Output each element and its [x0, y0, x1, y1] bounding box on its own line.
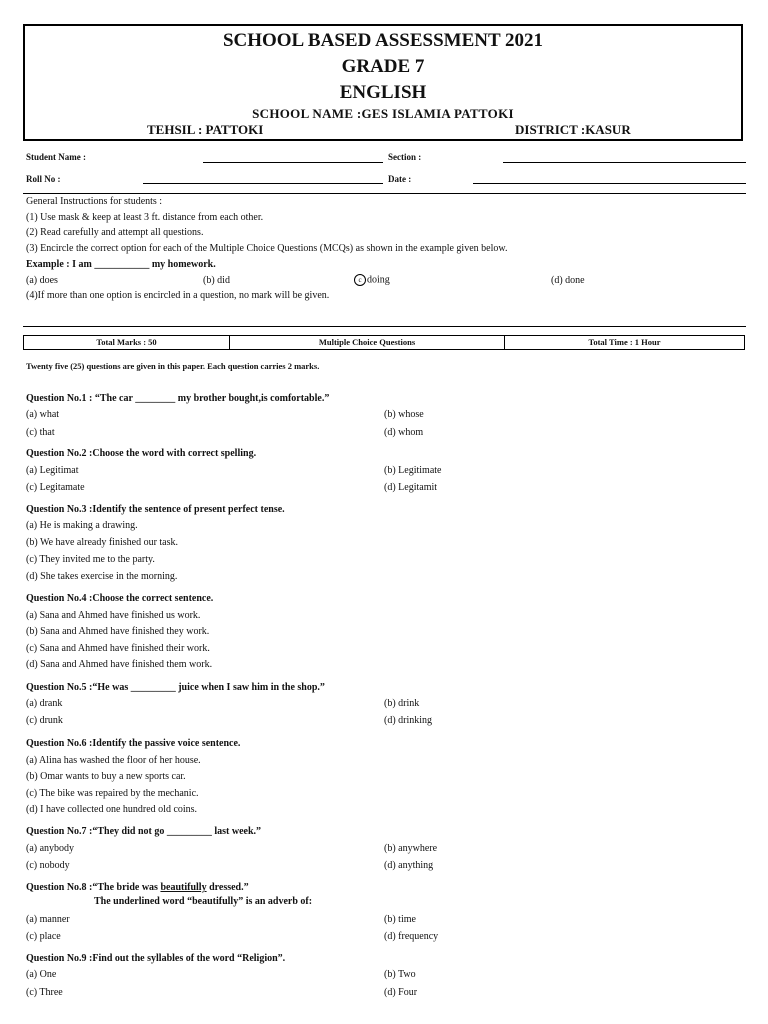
q2-option-a[interactable]: (a) Legitimat	[26, 465, 79, 476]
q9-option-c[interactable]: (c) Three	[26, 987, 63, 998]
q3-option-b[interactable]: (b) We have already finished our task.	[26, 537, 179, 548]
instruction-2: (2) Read carefully and attempt all questions.	[26, 227, 204, 238]
total-marks: Total Marks : 50	[96, 337, 157, 347]
q1-option-b[interactable]: (b) whose	[384, 409, 424, 420]
q4-option-a[interactable]: (a) Sana and Ahmed have finished us work.	[26, 610, 201, 621]
instructions-heading: General Instructions for students :	[26, 196, 163, 207]
q2-option-d[interactable]: (d) Legitamit	[384, 482, 438, 493]
q5-option-c[interactable]: (c) drunk	[26, 715, 63, 726]
q8-option-b[interactable]: (b) time	[384, 914, 416, 925]
question-3: Question No.3 :Identify the sentence of present perfect tense.	[26, 504, 285, 515]
question-1: Question No.1 : “The car ________ my brother bought,is comfortable.”	[26, 393, 330, 404]
instruction-1: (1) Use mask & keep at least 3 ft. distance from each other.	[26, 212, 264, 223]
example-option-d: (d) done	[551, 275, 585, 286]
q7-option-b[interactable]: (b) anywhere	[384, 843, 438, 854]
paper-note: Twenty five (25) questions are given in this paper. Each question carries 2 marks.	[26, 361, 320, 371]
total-marks-box	[23, 335, 230, 350]
date-label: Date :	[388, 174, 412, 184]
mcq-label: Multiple Choice Questions	[318, 337, 416, 347]
divider-top	[23, 193, 746, 194]
student-name-field[interactable]	[203, 162, 383, 163]
roll-no-label: Roll No :	[26, 174, 61, 184]
q4-option-d[interactable]: (d) Sana and Ahmed have finished them work.	[26, 659, 213, 670]
question-9: Question No.9 :Find out the syllables of the word “Religion”.	[26, 953, 286, 964]
q3-option-a[interactable]: (a) He is making a drawing.	[26, 520, 138, 531]
divider-mid	[23, 326, 746, 327]
q6-option-d[interactable]: (d) I have collected one hundred old coins.	[26, 804, 198, 815]
exam-title: SCHOOL BASED ASSESSMENT 2021	[222, 30, 544, 51]
q9-option-b[interactable]: (b) Two	[384, 969, 416, 980]
example-sentence: Example : I am ___________ my homework.	[26, 259, 216, 270]
question-8-subtext: The underlined word “beautifully” is an adverb of:	[94, 896, 313, 907]
q5-option-d[interactable]: (d) drinking	[384, 715, 433, 726]
section-label: Section :	[388, 152, 422, 162]
q7-option-c[interactable]: (c) nobody	[26, 860, 70, 871]
q9-option-d[interactable]: (d) Four	[384, 987, 418, 998]
q8-option-d[interactable]: (d) frequency	[384, 931, 439, 942]
encircled-option-c: c	[354, 274, 366, 286]
tehsil: TEHSIL : PATTOKI	[147, 122, 264, 137]
q6-option-b[interactable]: (b) Omar wants to buy a new sports car.	[26, 771, 186, 782]
q4-option-b[interactable]: (b) Sana and Ahmed have finished they work.	[26, 626, 210, 637]
q7-option-a[interactable]: (a) anybody	[26, 843, 75, 854]
q1-option-d[interactable]: (d) whom	[384, 427, 424, 438]
q2-option-c[interactable]: (c) Legitamate	[26, 482, 85, 493]
grade-title: GRADE 7	[341, 56, 425, 77]
q3-option-c[interactable]: (c) They invited me to the party.	[26, 554, 155, 565]
q8-underlined-word: beautifully	[160, 882, 207, 893]
date-field[interactable]	[473, 183, 746, 184]
example-option-a: (a) does	[26, 275, 58, 286]
example-option-c-text: doing	[367, 274, 390, 286]
q8-option-a[interactable]: (a) manner	[26, 914, 70, 925]
q8-text-pre: Question No.8 :“The bride was	[26, 882, 161, 893]
q8-option-c[interactable]: (c) place	[26, 931, 61, 942]
section-field[interactable]	[503, 162, 746, 163]
q6-option-c[interactable]: (c) The bike was repaired by the mechanic.	[26, 788, 199, 799]
question-7: Question No.7 :“They did not go _________ last week.”	[26, 826, 262, 837]
instruction-3: (3) Encircle the correct option for each of the Multiple Choice Questions (MCQs) as shown in the example given below.	[26, 243, 508, 254]
example-option-b: (b) did	[203, 275, 230, 286]
header-box	[23, 24, 743, 141]
question-2: Question No.2 :Choose the word with correct spelling.	[26, 448, 257, 459]
total-time: Total Time : 1 Hour	[588, 337, 661, 347]
question-5: Question No.5 :“He was _________ juice when I saw him in the shop.”	[26, 682, 325, 693]
q8-text-post: dressed.”	[206, 882, 249, 893]
q6-option-a[interactable]: (a) Alina has washed the floor of her house.	[26, 755, 201, 766]
example-option-c	[354, 274, 390, 286]
question-4: Question No.4 :Choose the correct sentence.	[26, 593, 214, 604]
q1-option-a[interactable]: (a) what	[26, 409, 60, 420]
question-6: Question No.6 :Identify the passive voice sentence.	[26, 738, 241, 749]
mcq-box	[230, 335, 505, 350]
question-8	[26, 882, 249, 893]
q9-option-a[interactable]: (a) One	[26, 969, 57, 980]
q2-option-b[interactable]: (b) Legitimate	[384, 465, 442, 476]
student-name-label: Student Name :	[26, 152, 86, 162]
school-name: SCHOOL NAME :GES ISLAMIA PATTOKI	[252, 106, 514, 121]
q7-option-d[interactable]: (d) anything	[384, 860, 434, 871]
subject-title: ENGLISH	[339, 82, 427, 103]
total-time-box	[505, 335, 745, 350]
q5-option-b[interactable]: (b) drink	[384, 698, 420, 709]
q3-option-d[interactable]: (d) She takes exercise in the morning.	[26, 571, 178, 582]
q5-option-a[interactable]: (a) drank	[26, 698, 63, 709]
district: DISTRICT :KASUR	[515, 122, 631, 137]
instruction-4: (4)If more than one option is encircled in a question, no mark will be given.	[26, 290, 330, 301]
q4-option-c[interactable]: (c) Sana and Ahmed have finished their work.	[26, 643, 210, 654]
q1-option-c[interactable]: (c) that	[26, 427, 55, 438]
roll-no-field[interactable]	[143, 183, 383, 184]
